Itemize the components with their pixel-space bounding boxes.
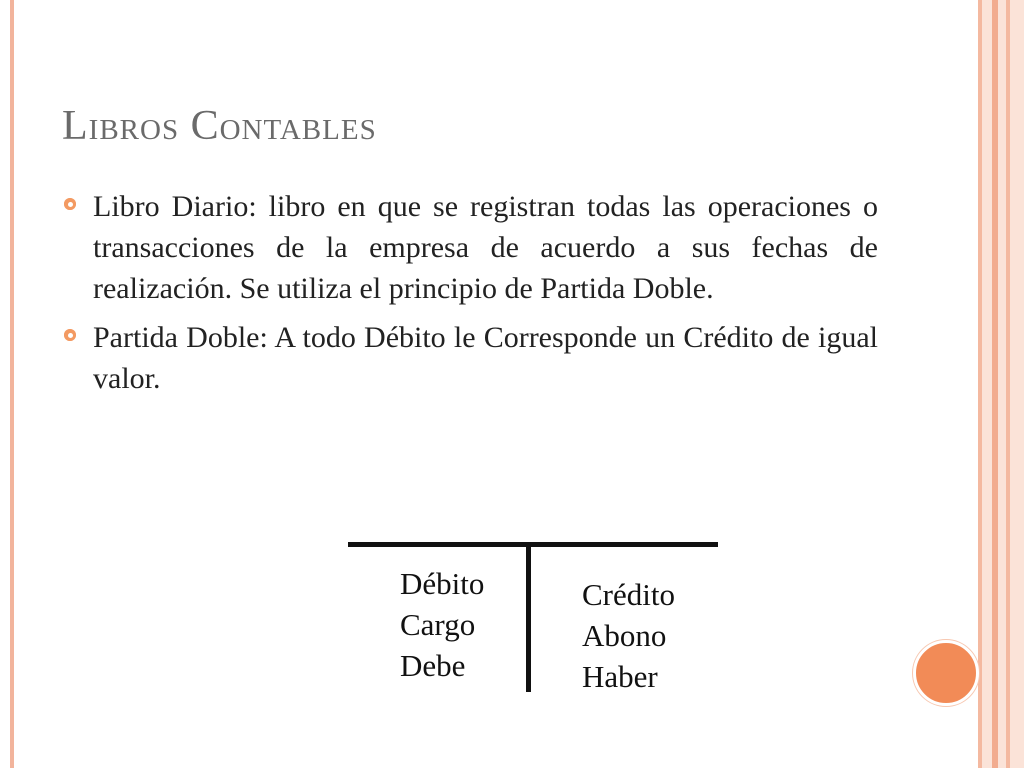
frame-left-line — [10, 0, 14, 768]
t-account-debit-column — [400, 563, 484, 686]
frame-right-line — [1006, 0, 1010, 768]
bullet-text: Libro Diario: libro en que se registran todas las operaciones o transacciones de la empresa de acuerdo a sus fechas de realización. Se utiliza el principio de Partida Doble. — [93, 190, 878, 305]
frame-right-line — [978, 0, 982, 768]
bullet-item — [62, 186, 878, 309]
t-account-credit-label: Crédito — [582, 577, 675, 612]
bullet-ring-icon — [64, 198, 76, 210]
bullet-text: Partida Doble: A todo Débito le Corresponde un Crédito de igual valor. — [93, 321, 878, 395]
frame-right-line — [992, 0, 998, 768]
accent-circle — [913, 640, 979, 706]
t-account-debit-label: Debe — [400, 648, 466, 683]
slide-title: Libros Contables — [62, 103, 377, 149]
t-account-top-line — [348, 542, 718, 547]
t-account-center-line — [526, 547, 531, 692]
t-account-credit-label: Haber — [582, 659, 658, 694]
bullet-ring-icon — [64, 329, 76, 341]
t-account-credit-column — [582, 574, 675, 697]
t-account-debit-label: Débito — [400, 566, 485, 601]
t-account-credit-label: Abono — [582, 618, 667, 653]
bullet-list — [62, 186, 878, 399]
bullet-item — [62, 317, 878, 399]
t-account-debit-label: Cargo — [400, 607, 476, 642]
frame-right-band — [978, 0, 1024, 768]
